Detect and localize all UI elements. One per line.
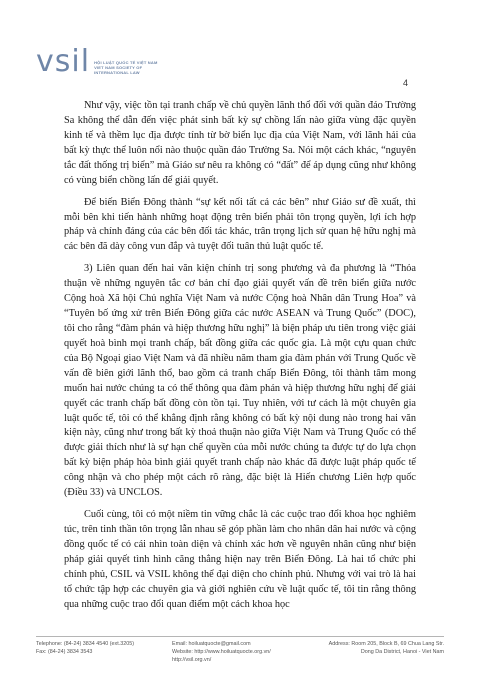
paragraph-1: Như vậy, việc tồn tại tranh chấp về chủ quyền lãnh thổ đối với quần đảo Trường Sa không thể dẫn đến việc phát sinh bất kỳ sự chồng lấn nào giữa vùng đặc quyền kinh tế và thềm lục địa được tính từ bờ biển lục địa của Việt Nam, với lãnh hải của bất kỳ thực thể luôn nổi nào thuộc quần đảo Trường Sa. Nói một cách khác, “nguyên tắc đất thống trị biển” mà Giáo sư nêu ra không có “đất” để áp dụng cũng như không có vùng biển chồng lấn để giải quyết.	[64, 100, 416, 186]
footer-address	[329, 640, 444, 656]
logo-line-1: HỘI LUẬT QUỐC TẾ VIỆT NAM	[94, 60, 158, 65]
page-number: 4	[402, 78, 408, 88]
logo-mark: vsil	[36, 44, 91, 79]
footer-contact-phone	[36, 640, 134, 656]
footer-address-line-1: Address: Room 205, Block B, 69 Chua Lang Str.	[328, 641, 444, 647]
paragraph-4: Cuối cùng, tôi có một niềm tin vững chắc là các cuộc trao đổi khoa học nghiêm túc, trên tinh thần tôn trọng lẫn nhau sẽ góp phần làm cho nhân dân hai nước và cộng đồng quốc tế có cái nhìn toàn diện và chính xác hơn về nguyên nhân cũng như biện pháp giải quyết tình hình căng thẳng hiện nay trên Biển Đông. Là hai tổ chức phi chính phủ, CSIL và VSIL không thể đại diện cho chính phủ. Nhưng với vai trò là hai tổ chức tập hợp các chuyên gia và giới nghiên cứu về luật quốc tế, tôi tin rằng thông qua những cuộc trao đổi quan điểm một cách khoa học	[64, 509, 416, 610]
footer-contact-web	[172, 640, 271, 664]
footer-website-2[interactable]: http://vsil.org.vn/	[172, 657, 212, 663]
vsil-logo	[36, 44, 158, 79]
letter-body	[64, 99, 416, 620]
footer-divider	[36, 636, 444, 637]
logo-org-name	[94, 60, 157, 75]
footer-telephone: Telephone: (84-24) 3834 4540 (ext.3205)	[36, 641, 134, 647]
footer-email[interactable]: Email: hoiluatquocte@gmail.com	[172, 641, 251, 647]
logo-line-3: INTERNATIONAL LAW	[94, 70, 140, 75]
footer-fax: Fax: (84-24) 3834 3543	[36, 649, 93, 655]
logo-line-2: VIET NAM SOCIETY OF	[94, 65, 143, 70]
paragraph-2: Để biến Biển Đông thành “sự kết nối tất cả các bên” như Giáo sư đề xuất, thì mỗi bên khi tiến hành những hoạt động trên biển phải tôn trọng quyền, lợi ích hợp pháp và chính đáng của các bên đối tác khác, trân trọng lịch sử quan hệ hữu nghị mà các bên đã dày công vun đắp và tuyệt đối tuân thủ luật quốc tế.	[64, 196, 416, 253]
footer-website[interactable]: Website: http://www.hoiluatquocte.org.vn/	[172, 649, 271, 655]
paragraph-3: 3) Liên quan đến hai văn kiện chính trị song phương và đa phương là “Thỏa thuận về những nguyên tắc cơ bản chỉ đạo giải quyết vấn đề trên biển giữa nước Cộng hoà Xã hội Chủ nghĩa Việt Nam và nước Cộng hoà Nhân dân Trung Hoa” và “Tuyên bố ứng xử trên Biển Đông giữa các nước ASEAN và Trung Quốc” (DOC), tôi cho rằng “đàm phán và hiệp thương hữu nghị” là biện pháp ưu tiên trong việc giải quyết hoà bình mọi tranh chấp, bất đồng giữa các quốc gia. Là một cựu quan chức của Bộ Ngoại giao Việt Nam và đã nhiều năm tham gia đàm phán với Trung Quốc về vấn đề biên giới lãnh thổ, bao gồm cả tranh chấp Biển Đông, tôi thành tâm mong muốn hai nước chúng ta có thể thông qua đàm phán và hiệp thương hữu nghị để giải quyết các tranh chấp bất đồng còn tồn tại. Tuy nhiên, với tư cách là một chuyên gia luật quốc tế, tôi có thể khẳng định rằng không có bất kỳ nội dung nào trong hai văn kiện này, cũng như trong bất kỳ thoả thuận nào giữa Việt Nam và Trung Quốc có thể được giải thích như là sự hạn chế quyền của mỗi nước chúng ta được tự do lựa chọn bất kỳ biện pháp hòa bình giải quyết tranh chấp nào khác đã được luật pháp quốc tế công nhận và cho phép một cách rõ ràng, đặc biệt là Hiến chương Liên hợp quốc (Điều 33) và UNCLOS.	[64, 263, 416, 499]
footer-address-line-2: Dong Da District, Hanoi - Viet Nam	[360, 649, 444, 655]
